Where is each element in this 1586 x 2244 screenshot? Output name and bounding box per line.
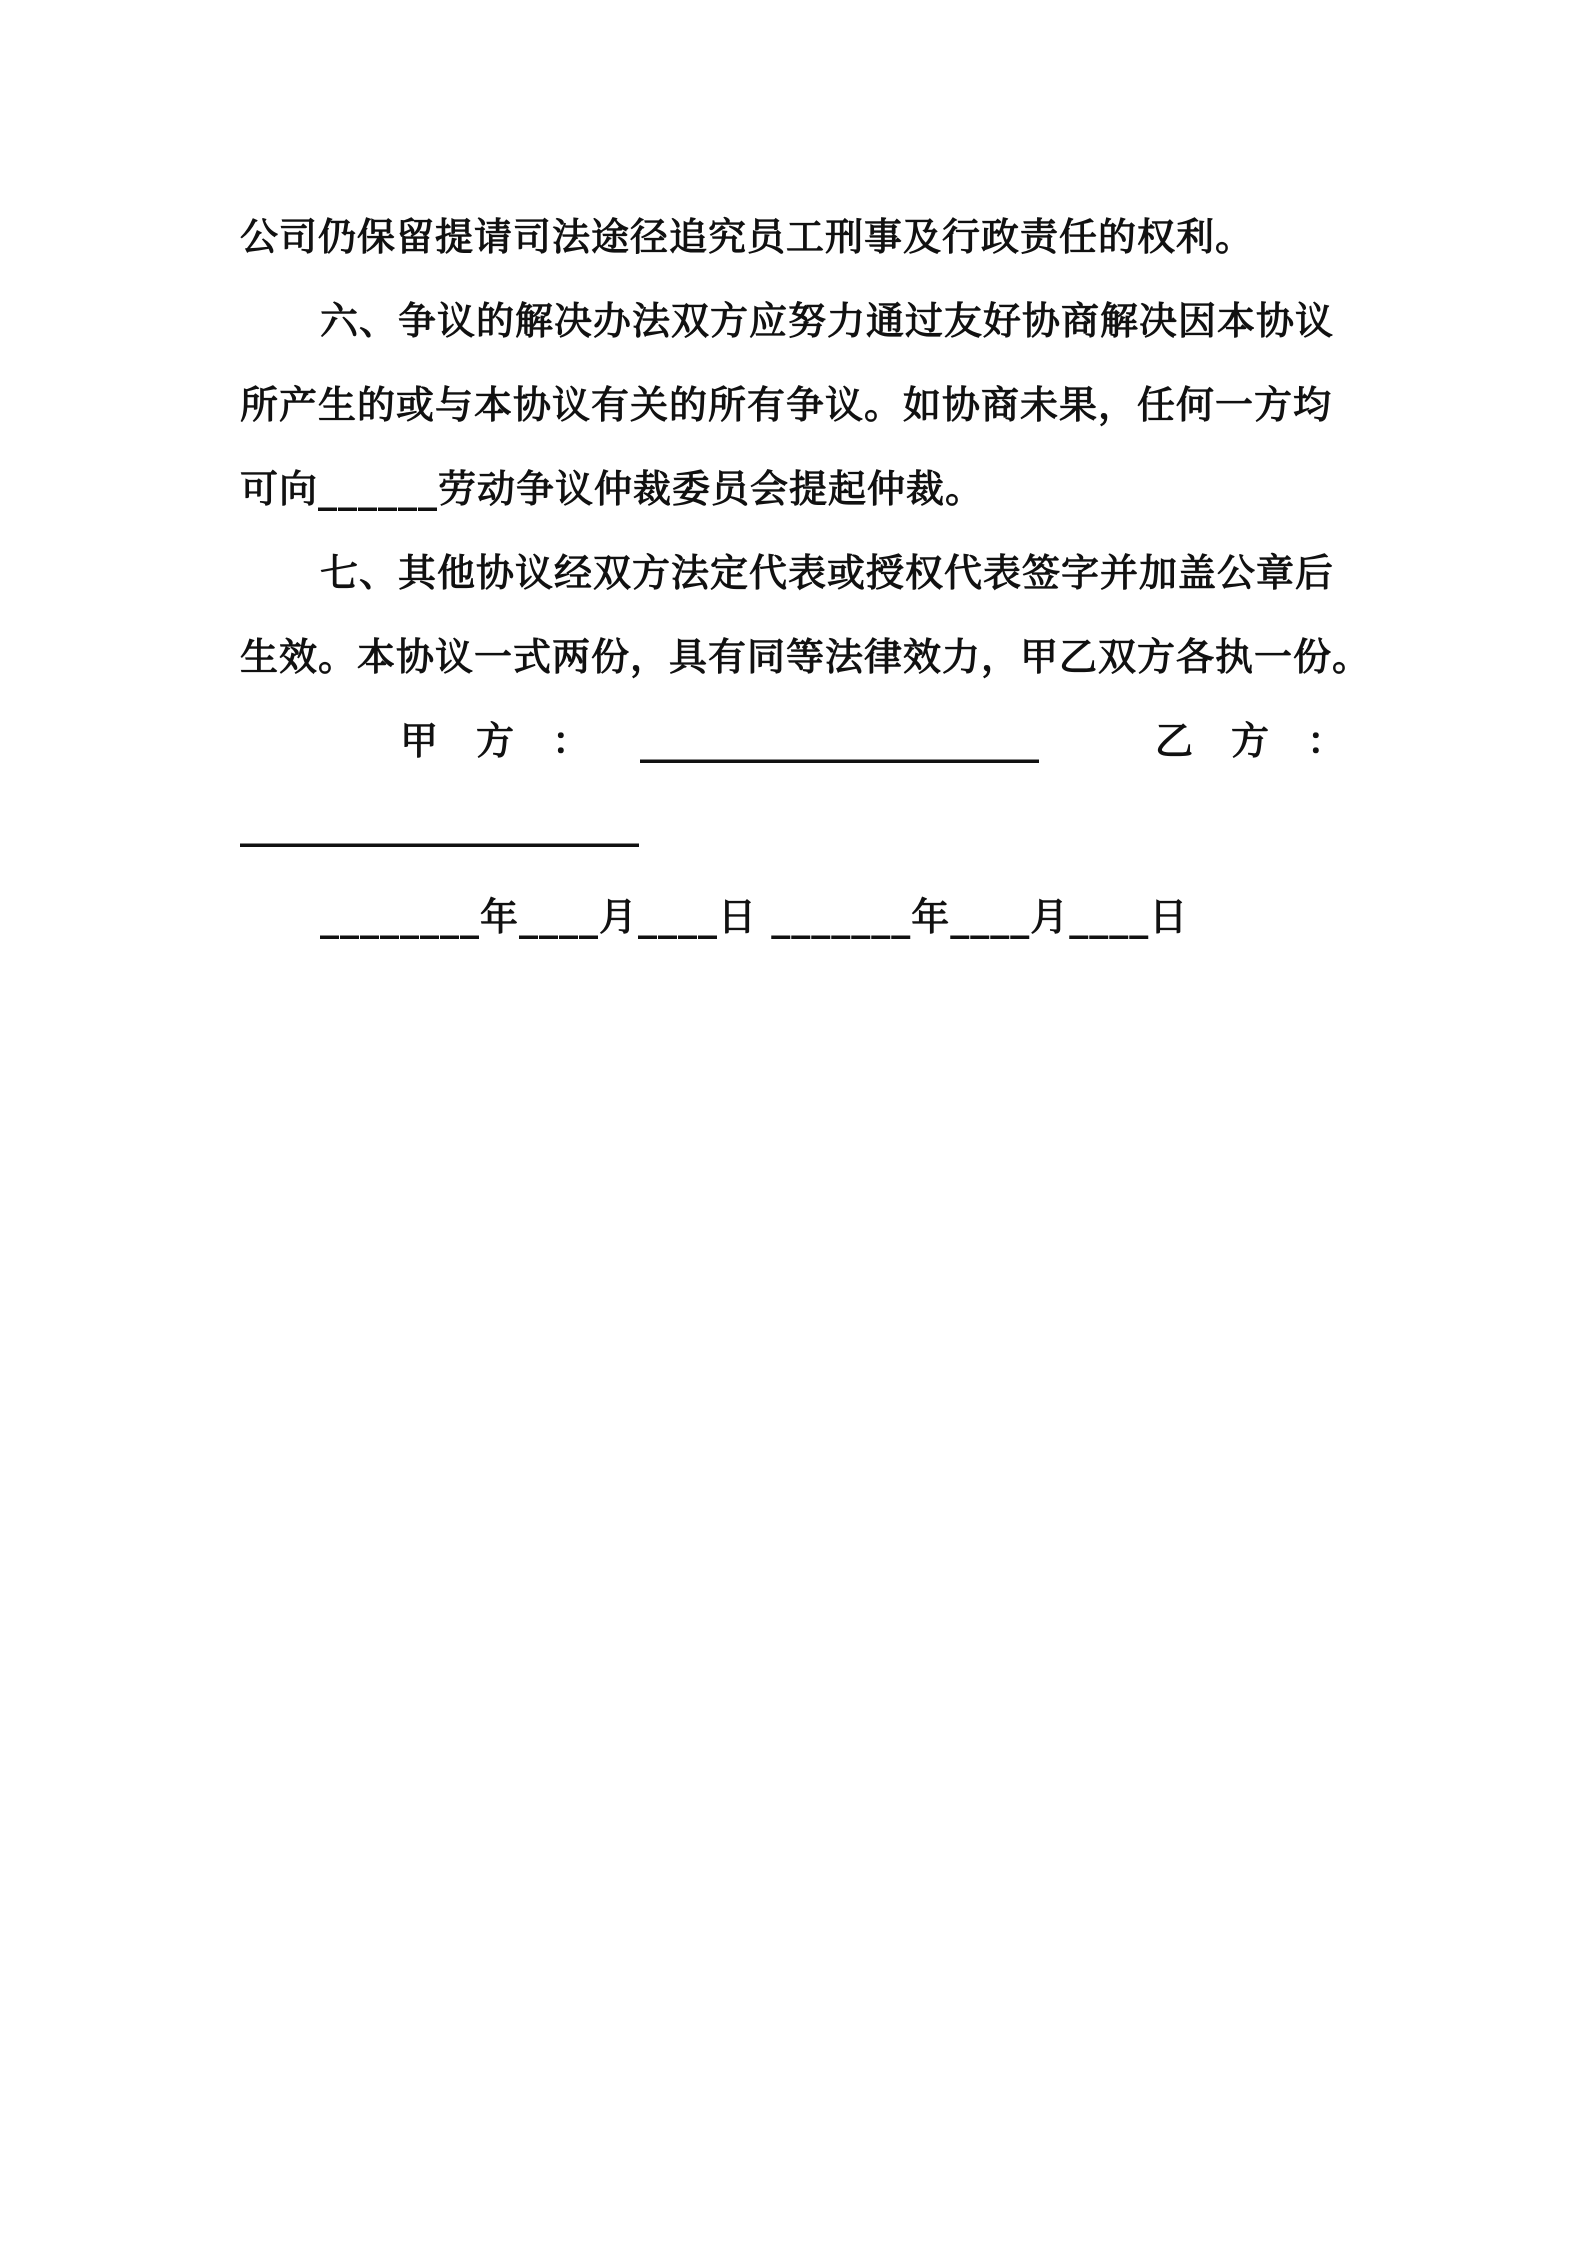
paragraph-line: 可向______劳动争议仲裁委员会提起仲裁。: [240, 467, 985, 511]
signature-row: [240, 699, 1350, 783]
party-b-signature-blank: _____________________: [240, 803, 639, 847]
signature-row-continued: [240, 783, 1350, 867]
party-a-signature-blank: _____________________: [640, 719, 1039, 763]
paragraph-line: 所产生的或与本协议有关的所有争议。如协商未果，任何一方均: [240, 383, 1333, 427]
document-body: [240, 195, 1372, 959]
paragraph-line: 生效。本协议一式两份，具有同等法律效力，甲乙双方各执一份。: [240, 635, 1372, 679]
paragraph-line: 六、争议的解决办法双方应努力通过友好协商解决因本协议: [320, 299, 1335, 343]
paragraph-line: 公司仍保留提请司法途径追究员工刑事及行政责任的权利。: [240, 215, 1255, 259]
paragraph-line: 七、其他协议经双方法定代表或授权代表签字并加盖公章后: [320, 551, 1335, 595]
party-a-label: 甲 方 ：: [400, 719, 591, 763]
signature-dates: ________年____月____日 _______年____月____日: [320, 895, 1189, 939]
party-b-label: 乙 方 ：: [1155, 719, 1346, 763]
